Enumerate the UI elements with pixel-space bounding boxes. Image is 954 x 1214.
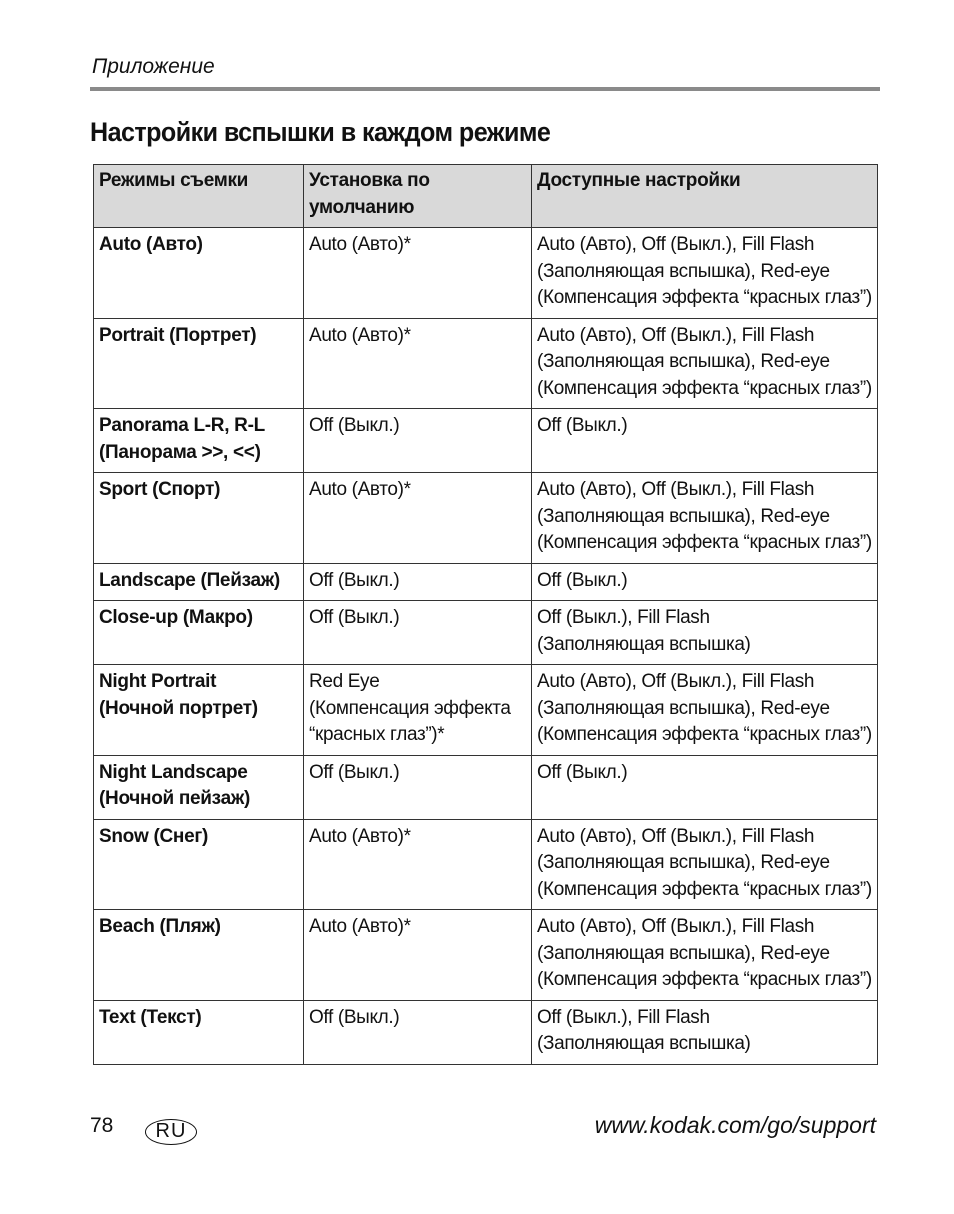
available-value: Auto (Авто), Off (Выкл.), Fill Flash (Заполняющая вспышка), Red-eye (Компенсация эффекта “красных глаз”) <box>537 234 872 308</box>
mode-cell <box>94 601 304 665</box>
available-value: Off (Выкл.) <box>537 415 628 436</box>
available-value: Auto (Авто), Off (Выкл.), Fill Flash (Заполняющая вспышка), Red-eye (Компенсация эффекта “красных глаз”) <box>537 916 872 990</box>
available-cell <box>532 910 878 1001</box>
available-cell <box>532 755 878 819</box>
mode-label: Text (Текст) <box>99 1006 202 1028</box>
table-row <box>94 819 878 910</box>
table-header <box>94 165 878 228</box>
table-row <box>94 755 878 819</box>
table-row <box>94 473 878 564</box>
default-cell <box>304 819 532 910</box>
mode-cell <box>94 563 304 601</box>
mode-label: Panorama L-R, R-L (Панорама >>, <<) <box>99 415 265 463</box>
mode-label: Auto (Авто) <box>99 234 203 255</box>
default-cell <box>304 910 532 1001</box>
default-cell <box>304 1000 532 1064</box>
default-value: Off (Выкл.) <box>309 607 400 628</box>
default-value: Auto (Авто)* <box>309 916 411 937</box>
default-value: Auto (Авто)* <box>309 479 411 500</box>
available-value: Auto (Авто), Off (Выкл.), Fill Flash (Заполняющая вспышка), Red-eye (Компенсация эффекта “красных глаз”) <box>537 324 872 399</box>
default-value: Auto (Авто)* <box>309 825 411 847</box>
available-value: Auto (Авто), Off (Выкл.), Fill Flash (Заполняющая вспышка), Red-eye (Компенсация эффекта “красных глаз”) <box>537 671 872 745</box>
column-header-label: Доступные настройки <box>537 170 741 191</box>
table-row <box>94 228 878 319</box>
available-value: Off (Выкл.) <box>537 569 628 591</box>
default-cell <box>304 473 532 564</box>
available-cell <box>532 318 878 409</box>
mode-cell <box>94 228 304 319</box>
mode-label: Night Portrait (Ночной портрет) <box>99 671 258 719</box>
default-value: Off (Выкл.) <box>309 761 400 783</box>
mode-cell <box>94 318 304 409</box>
mode-label: Snow (Снег) <box>99 825 208 847</box>
mode-cell <box>94 755 304 819</box>
default-cell <box>304 563 532 601</box>
mode-cell <box>94 910 304 1001</box>
page-title: Настройки вспышки в каждом режиме <box>90 117 551 147</box>
table-row <box>94 563 878 601</box>
mode-label: Portrait (Портрет) <box>99 324 257 346</box>
header-rule <box>90 87 880 91</box>
column-header-available <box>532 165 878 228</box>
language-badge: RU <box>145 1119 197 1145</box>
table-row <box>94 409 878 473</box>
table-row <box>94 910 878 1001</box>
table-body <box>94 228 878 1065</box>
table-row <box>94 601 878 665</box>
table-row <box>94 1000 878 1064</box>
table-row <box>94 665 878 756</box>
table-header-row <box>94 165 878 228</box>
default-value: Off (Выкл.) <box>309 415 400 436</box>
default-cell <box>304 601 532 665</box>
available-cell <box>532 228 878 319</box>
table-row <box>94 318 878 409</box>
flash-settings-table <box>93 164 878 1065</box>
mode-label: Beach (Пляж) <box>99 916 221 937</box>
mode-cell <box>94 409 304 473</box>
available-cell <box>532 563 878 601</box>
available-cell <box>532 473 878 564</box>
mode-label: Sport (Спорт) <box>99 479 221 500</box>
available-value: Auto (Авто), Off (Выкл.), Fill Flash (Заполняющая вспышка), Red-eye (Компенсация эффекта “красных глаз”) <box>537 825 872 900</box>
column-header-label: Установка по умолчанию <box>309 170 430 218</box>
default-cell <box>304 409 532 473</box>
available-cell <box>532 819 878 910</box>
available-value: Auto (Авто), Off (Выкл.), Fill Flash (Заполняющая вспышка), Red-eye (Компенсация эффекта “красных глаз”) <box>537 479 872 553</box>
available-cell <box>532 601 878 665</box>
default-value: Off (Выкл.) <box>309 1006 400 1028</box>
default-value: Red Eye (Компенсация эффекта “красных глаз”)* <box>309 671 511 745</box>
mode-cell <box>94 1000 304 1064</box>
mode-label: Landscape (Пейзаж) <box>99 569 280 591</box>
column-header-default <box>304 165 532 228</box>
column-header-modes <box>94 165 304 228</box>
default-value: Off (Выкл.) <box>309 569 400 591</box>
available-cell <box>532 665 878 756</box>
default-value: Auto (Авто)* <box>309 324 411 346</box>
available-value: Off (Выкл.), Fill Flash (Заполняющая вспышка) <box>537 607 751 655</box>
column-header-label: Режимы съемки <box>99 170 249 191</box>
default-cell <box>304 318 532 409</box>
available-value: Off (Выкл.) <box>537 761 628 783</box>
page-number: 78 <box>90 1114 114 1137</box>
available-cell <box>532 409 878 473</box>
default-cell <box>304 665 532 756</box>
mode-cell <box>94 665 304 756</box>
available-cell <box>532 1000 878 1064</box>
support-url: www.kodak.com/go/support <box>594 1112 876 1138</box>
section-header: Приложение <box>92 55 215 78</box>
default-cell <box>304 228 532 319</box>
mode-cell <box>94 819 304 910</box>
default-cell <box>304 755 532 819</box>
default-value: Auto (Авто)* <box>309 234 411 255</box>
mode-cell <box>94 473 304 564</box>
mode-label: Close-up (Макро) <box>99 607 253 628</box>
available-value: Off (Выкл.), Fill Flash (Заполняющая вспышка) <box>537 1006 751 1054</box>
mode-label: Night Landscape (Ночной пейзаж) <box>99 761 251 809</box>
